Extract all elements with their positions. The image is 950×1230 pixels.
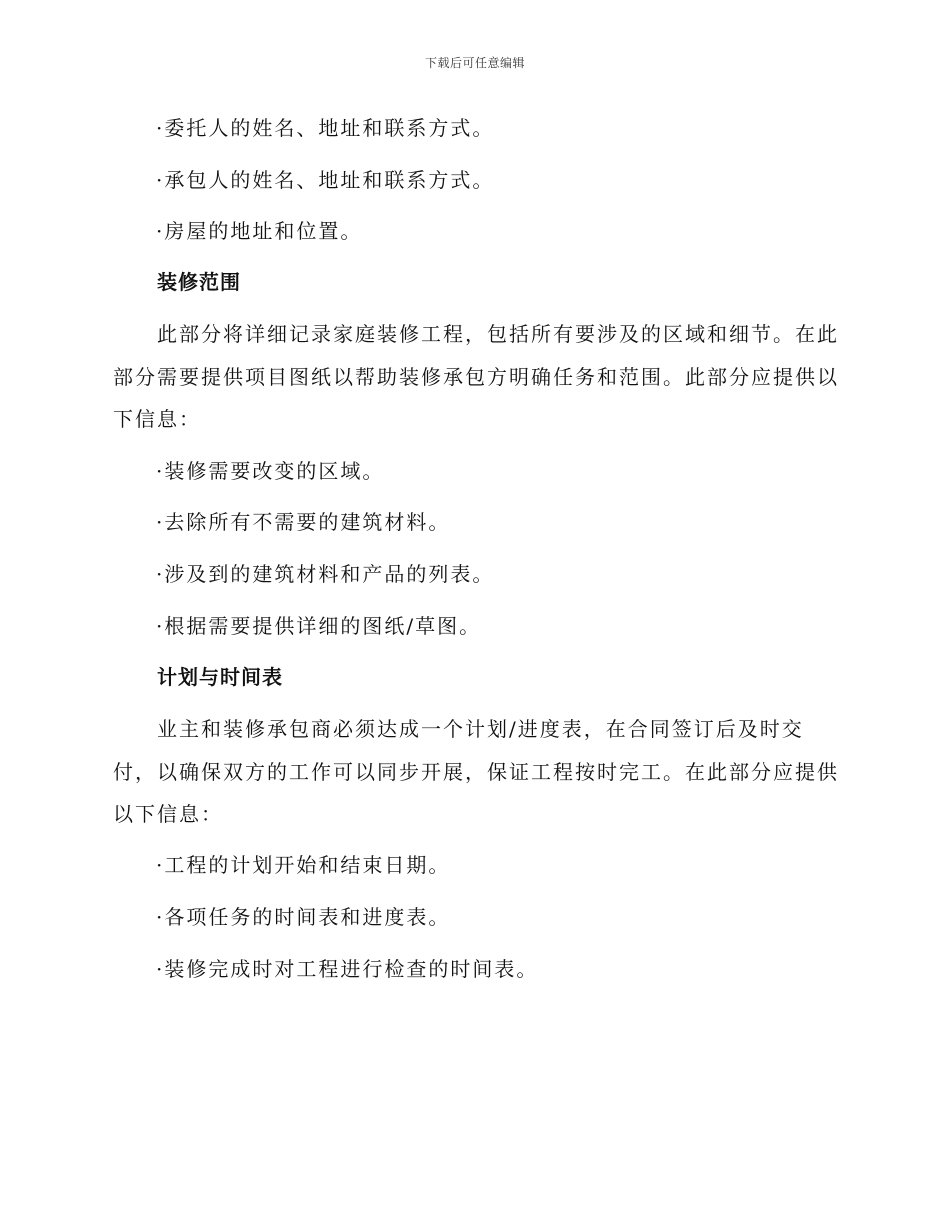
scope-paragraph-line-2: 部分需要提供项目图纸以帮助装修承包方明确任务和范围。此部分应提供以 (113, 365, 839, 389)
schedule-paragraph-line-2: 付，以确保双方的工作可以同步开展，保证工程按时完工。在此部分应提供 (113, 760, 839, 784)
bullet-item-house-address: ·房屋的地址和位置。 (156, 219, 363, 243)
bullet-item-client-info: ·委托人的姓名、地址和联系方式。 (156, 116, 495, 140)
bullet-item-task-schedule: ·各项任务的时间表和进度表。 (156, 905, 451, 929)
schedule-paragraph-line-1: 业主和装修承包商必须达成一个计划/进度表，在合同签订后及时交 (157, 717, 804, 741)
bullet-item-drawings: ·根据需要提供详细的图纸/草图。 (156, 614, 482, 638)
section-heading-scope: 装修范围 (157, 270, 241, 294)
bullet-item-inspection-schedule: ·装修完成时对工程进行检查的时间表。 (156, 957, 539, 981)
schedule-paragraph-line-3: 以下信息： (113, 802, 223, 826)
bullet-item-areas: ·装修需要改变的区域。 (156, 459, 385, 483)
page-header-note: 下载后可任意编辑 (424, 56, 525, 70)
scope-paragraph-line-1: 此部分将详细记录家庭装修工程，包括所有要涉及的区域和细节。在此 (157, 322, 839, 346)
bullet-item-contractor-info: ·承包人的姓名、地址和联系方式。 (156, 168, 495, 192)
scope-paragraph-line-3: 下信息： (113, 407, 201, 431)
bullet-item-start-end-dates: ·工程的计划开始和结束日期。 (156, 853, 451, 877)
bullet-item-materials-list: ·涉及到的建筑材料和产品的列表。 (156, 562, 495, 586)
bullet-item-remove-materials: ·去除所有不需要的建筑材料。 (156, 510, 451, 534)
section-heading-schedule: 计划与时间表 (157, 665, 283, 689)
